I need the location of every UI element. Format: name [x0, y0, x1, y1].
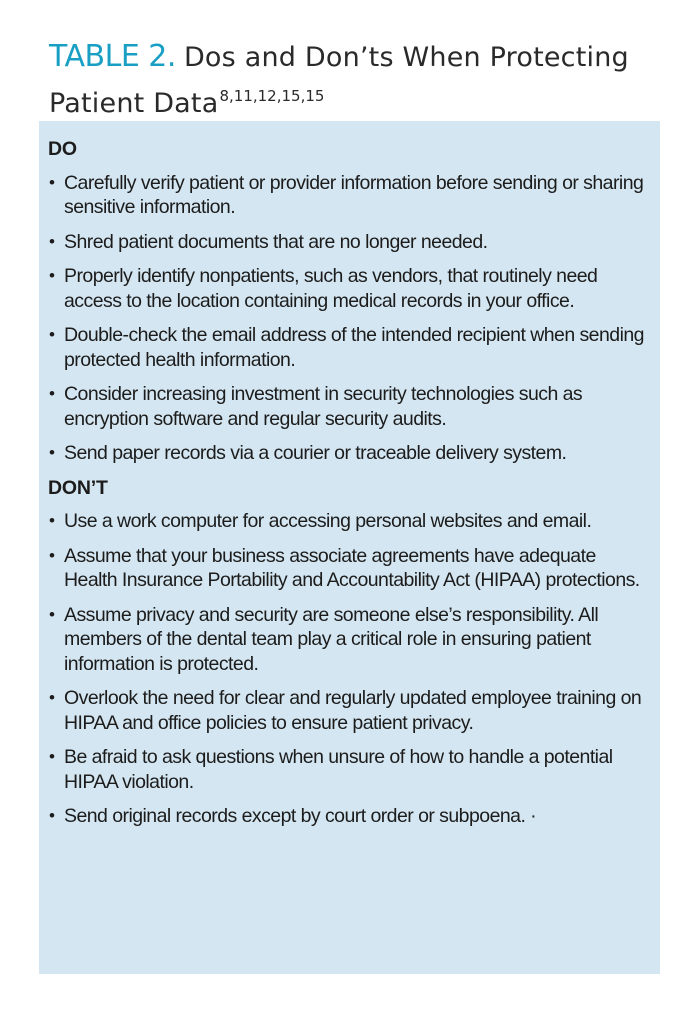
bullet-icon: •: [49, 688, 55, 707]
dont-item-text: Use a work computer for accessing personal websites and email.: [64, 510, 592, 532]
dont-item: [48, 544, 652, 593]
do-item: [48, 323, 652, 372]
do-item: [48, 264, 652, 313]
do-item-text: Consider increasing investment in security technologies such as encryption software and regular security audits.: [64, 383, 583, 430]
dont-item: [48, 509, 652, 534]
table-title-text-continued: Patient Data: [49, 88, 219, 119]
dont-item-text: Be afraid to ask questions when unsure of how to handle a potential HIPAA violation.: [64, 746, 613, 793]
dont-item-text: Assume privacy and security are someone else’s responsibility. All members of the dental team play a critical role in ensuring patient information is protected.: [64, 603, 599, 675]
dont-heading: DON’T: [48, 476, 108, 499]
bullet-icon: •: [49, 384, 55, 403]
do-item: [48, 441, 652, 466]
do-item: [48, 382, 652, 431]
title-line-1: [49, 40, 669, 79]
bullet-icon: •: [49, 545, 55, 565]
bullet-icon: •: [49, 604, 55, 624]
table-panel: [39, 121, 660, 974]
dont-item-text: Assume that your business associate agreements have adequate Health Insurance Portability and Accountability Act (HIPAA) protections.: [64, 544, 640, 591]
table-title: [49, 40, 669, 125]
title-line-2: [49, 79, 669, 125]
dont-list: [48, 509, 652, 829]
bullet-icon: •: [49, 172, 55, 192]
bullet-icon: •: [49, 806, 55, 825]
bullet-icon: •: [49, 325, 55, 344]
dont-item-text: Overlook the need for clear and regularly updated employee training on HIPAA and office policies to ensure patient privacy.: [64, 687, 642, 734]
dont-item: [48, 603, 652, 677]
do-heading: DO: [48, 138, 77, 160]
bullet-icon: •: [49, 747, 55, 766]
do-item-text: Send paper records via a courier or traceable delivery system.: [64, 442, 567, 464]
do-item: [48, 230, 652, 255]
dont-item: [48, 745, 652, 794]
do-item: [48, 171, 652, 220]
bullet-icon: •: [49, 231, 55, 251]
do-item-text: Properly identify nonpatients, such as vendors, that routinely need access to the location containing medical records in your office.: [64, 265, 598, 312]
do-item-text: Double-check the email address of the intended recipient when sending protected health information.: [64, 324, 644, 371]
bullet-icon: •: [49, 511, 55, 530]
dont-item: [48, 804, 652, 829]
do-item-text: Carefully verify patient or provider information before sending or sharing sensitive information.: [64, 171, 644, 218]
dont-item: [48, 686, 652, 735]
do-list: [48, 171, 652, 466]
bullet-icon: •: [49, 443, 55, 462]
bullet-icon: •: [49, 266, 55, 285]
dont-item-text: Send original records except by court order or subpoena. ·: [64, 805, 537, 827]
table-title-text: Dos and Don’ts When Protecting: [183, 42, 629, 73]
reference-superscript: 8,11,12,15,15: [219, 87, 325, 105]
table-content: [48, 137, 652, 839]
do-item-text: Shred patient documents that are no longer needed.: [64, 230, 488, 253]
table-number-label: TABLE 2.: [49, 39, 176, 74]
